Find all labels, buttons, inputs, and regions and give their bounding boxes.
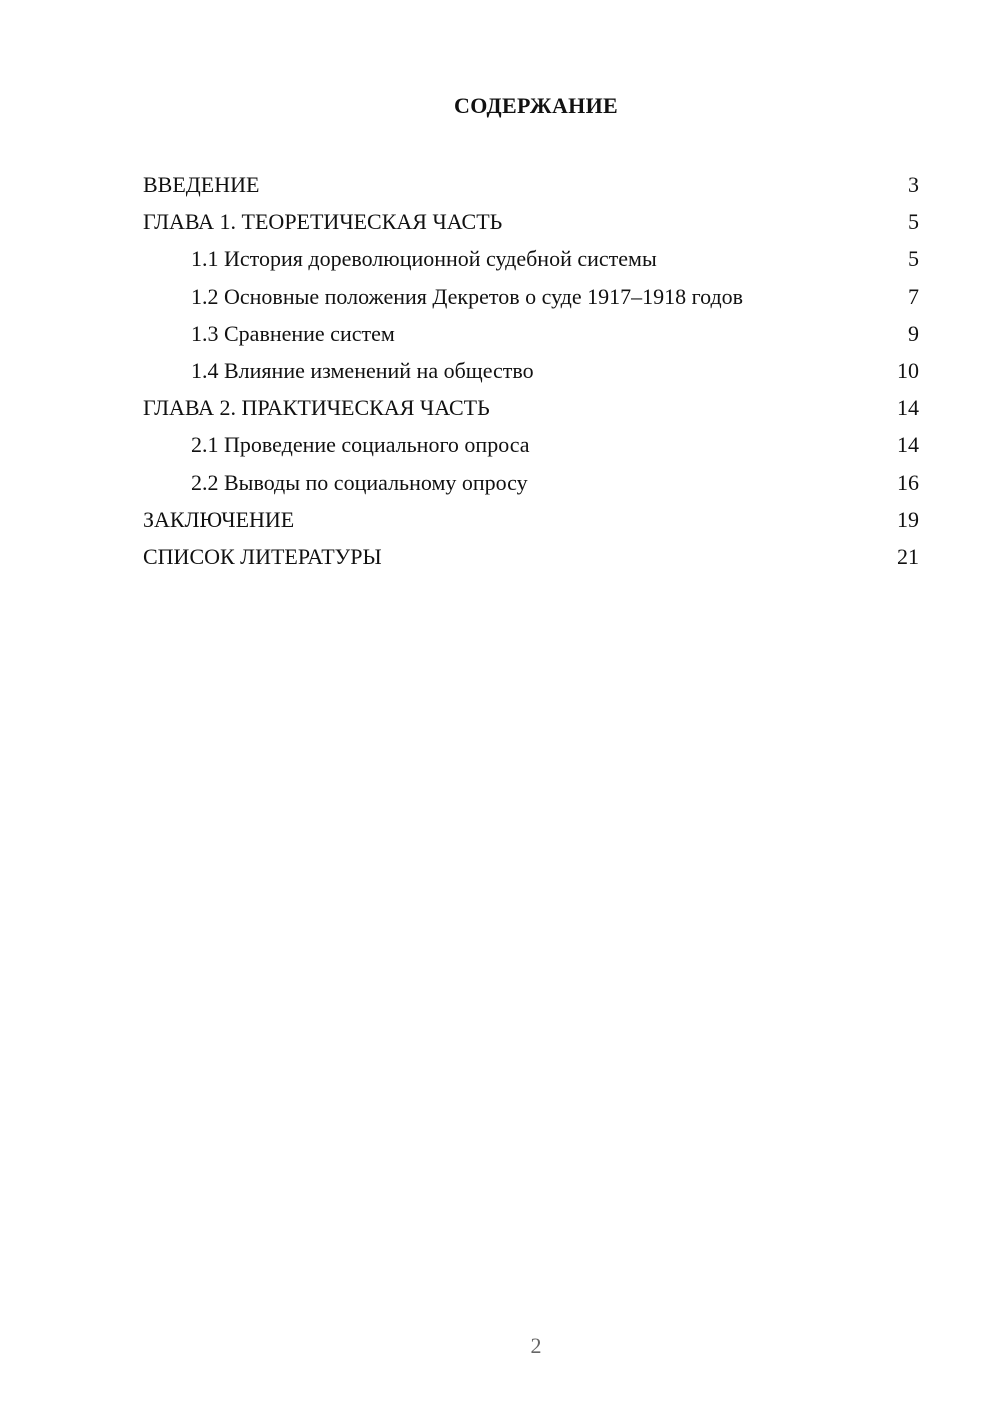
toc-entry-chapter-1 [143,203,919,240]
toc-entry-page: 9 [908,320,919,346]
table-of-contents [143,166,919,575]
toc-entry-section-2-1 [143,426,919,463]
page-number: 2 [530,1333,542,1358]
toc-entry-introduction [143,166,919,203]
toc-entry-label: 2.1 Проведение социального опроса [191,432,530,458]
toc-entry-page: 3 [908,172,919,197]
page-title: СОДЕРЖАНИЕ [454,93,618,118]
toc-entry-page: 5 [908,209,919,235]
toc-entry-section-2-2 [143,464,919,501]
toc-entry-label: СПИСОК ЛИТЕРАТУРЫ [143,543,382,569]
toc-entry-page: 19 [897,506,919,532]
toc-entry-conclusion [143,501,919,538]
toc-entry-page: 21 [897,543,919,569]
toc-entry-section-1-4 [143,352,919,389]
toc-entry-page: 10 [897,357,919,383]
toc-entry-label: ВВЕДЕНИЕ [143,172,260,197]
toc-entry-label: 1.1 История дореволюционной судебной системы [191,246,657,272]
toc-entry-label: 1.4 Влияние изменений на общество [191,357,534,383]
toc-entry-section-1-2 [143,278,919,315]
toc-entry-page: 14 [897,432,919,458]
toc-entry-label: 1.2 Основные положения Декретов о суде 1917–1918 годов [191,283,744,309]
toc-entry-label: ЗАКЛЮЧЕНИЕ [143,506,295,532]
toc-entry-section-1-1 [143,240,919,277]
toc-entry-section-1-3 [143,315,919,352]
toc-entry-chapter-2 [143,389,919,426]
toc-entry-label: ГЛАВА 2. ПРАКТИЧЕСКАЯ ЧАСТЬ [143,395,490,421]
toc-entry-label: ГЛАВА 1. ТЕОРЕТИЧЕСКАЯ ЧАСТЬ [143,209,503,235]
toc-entry-label: 1.3 Сравнение систем [191,320,395,346]
toc-entry-bibliography [143,538,919,575]
toc-entry-page: 16 [897,469,919,495]
toc-entry-label: 2.2 Выводы по социальному опросу [191,469,528,495]
toc-entry-page: 7 [908,283,919,309]
toc-entry-page: 14 [897,395,919,421]
toc-entry-page: 5 [908,246,919,272]
